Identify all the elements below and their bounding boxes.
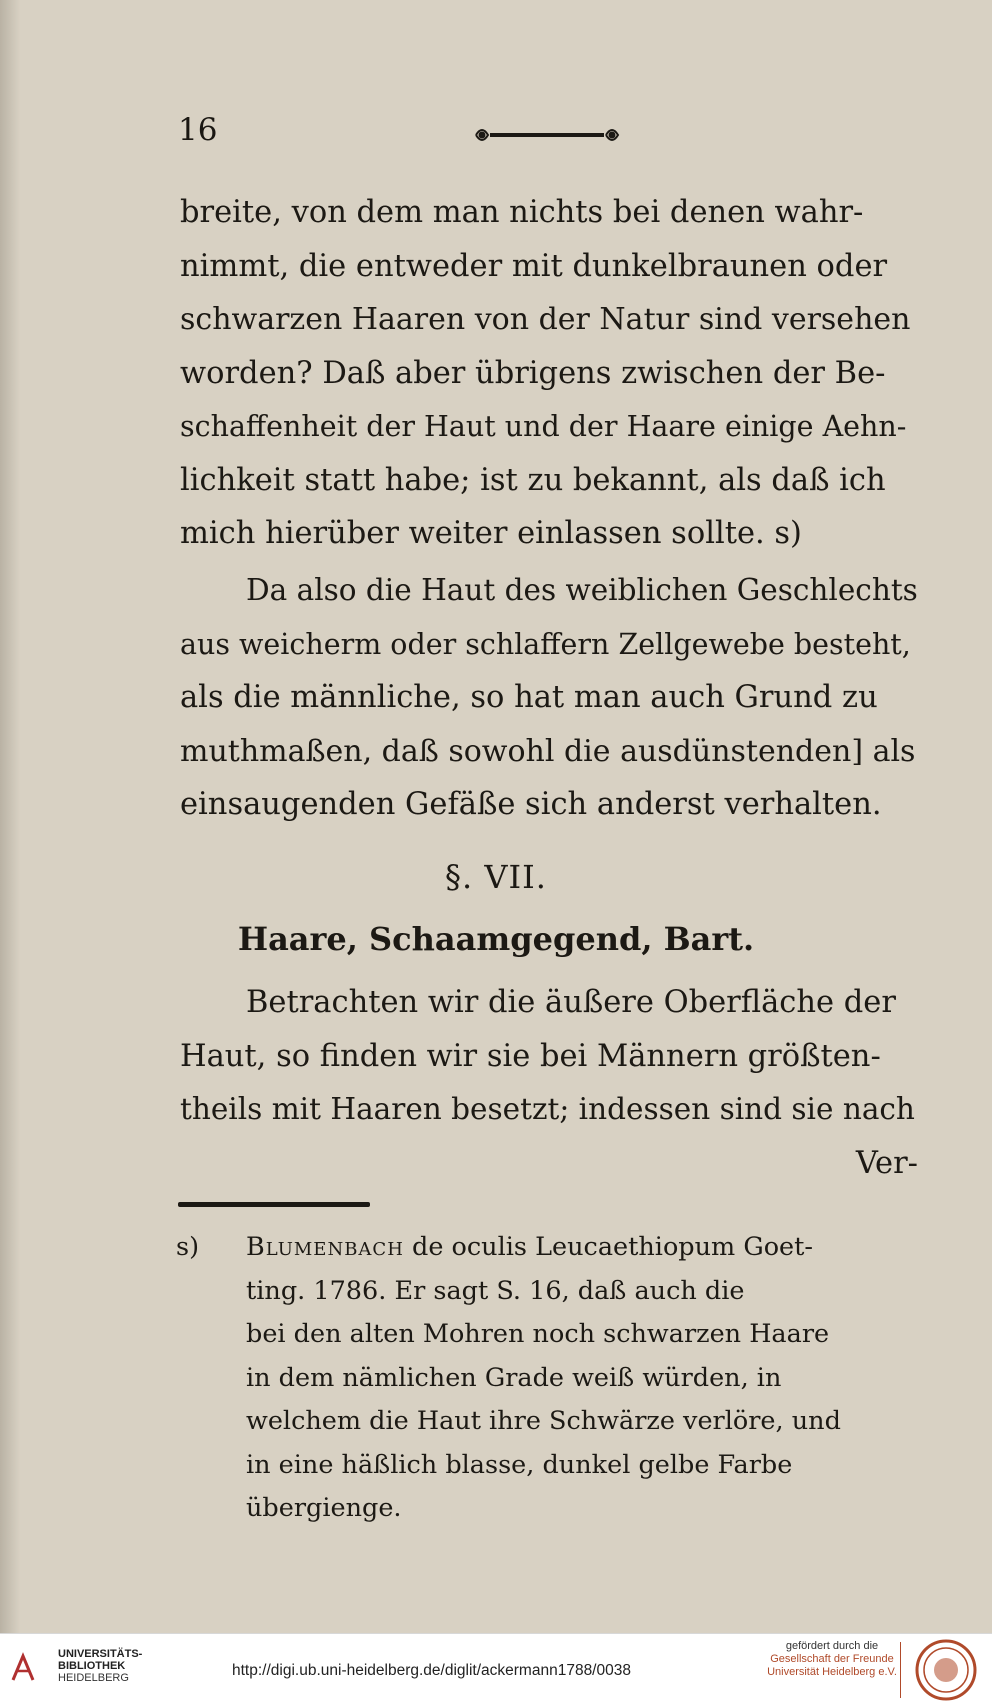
- ornament-dash-icon: [472, 120, 622, 150]
- text-line: theils mit Haaren besetzt; indessen sind sie nach: [180, 1092, 915, 1126]
- footnote-mark: s): [176, 1232, 200, 1262]
- text-line: aus weicherm oder schlaffern Zellgewebe besteht,: [180, 627, 911, 661]
- text-line: breite, von dem man nichts bei denen wahr-: [180, 195, 864, 230]
- paragraph-3: [180, 976, 918, 1190]
- footnote: [176, 1226, 912, 1531]
- footnote-rule: [178, 1202, 370, 1207]
- sponsor-credit: [764, 1640, 900, 1679]
- footnote-line: in eine häßlich blasse, dunkel gelbe Farbe: [246, 1449, 793, 1480]
- text-line: als die männliche, so hat man auch Grund zu: [180, 680, 878, 715]
- section-heading: Haare, Schaamgegend, Bart.: [237, 920, 755, 958]
- library-name-line: UNIVERSITÄTS-: [58, 1648, 143, 1660]
- catchword: Ver-: [855, 1145, 918, 1181]
- text-line: schwarzen Haaren von der Natur sind versehen: [180, 302, 911, 337]
- text-line: Haut, so finden wir sie bei Männern größten-: [180, 1038, 881, 1074]
- text-line: nimmt, die entweder mit dunkelbraunen oder: [180, 248, 888, 284]
- permalink-url[interactable]: http://digi.ub.uni-heidelberg.de/diglit/ackermann1788/0038: [232, 1662, 631, 1679]
- footnote-line: in dem nämlichen Grade weiß würden, in: [246, 1362, 782, 1393]
- text-line: muthmaßen, daß sowohl die ausdünstenden] als: [180, 733, 916, 769]
- university-seal-icon: [914, 1638, 978, 1702]
- footnote-text: de oculis Leucaethiopum Goet-: [412, 1232, 814, 1262]
- viewer-footer: [0, 1633, 992, 1706]
- text-line: schaffenheit der Haut und der Haare einige Aehn-: [180, 410, 907, 443]
- library-logo-icon: [10, 1652, 36, 1682]
- sponsor-name: Universität Heidelberg e.V.: [767, 1666, 897, 1678]
- footnote-line: ting. 1786. Er sagt S. 16, daß auch die: [246, 1275, 745, 1306]
- text-line: mich hierüber weiter einlassen sollte. s): [180, 516, 802, 551]
- library-name-line: BIBLIOTHEK: [58, 1660, 126, 1672]
- sponsor-intro: gefördert durch die: [785, 1640, 879, 1652]
- library-name: [58, 1648, 142, 1684]
- footnote-author: Blumenbach: [246, 1232, 404, 1262]
- section-number: §. VII.: [445, 858, 547, 896]
- text-line: einsaugenden Gefäße sich anderst verhalten.: [180, 787, 882, 822]
- paragraph-1: [180, 186, 918, 561]
- library-name-line: HEIDELBERG: [58, 1672, 129, 1684]
- footnote-line: bei den alten Mohren noch schwarzen Haare: [246, 1319, 830, 1349]
- text-line: Da also die Haut des weiblichen Geschlechts: [246, 573, 918, 607]
- footnote-line: übergienge.: [246, 1493, 402, 1523]
- paragraph-2: [180, 564, 918, 832]
- page-number: 16: [178, 112, 218, 148]
- text-line: worden? Daß aber übrigens zwischen der Be-: [180, 355, 886, 391]
- divider: [900, 1642, 901, 1698]
- footnote-line: welchem die Haut ihre Schwärze verlöre, und: [246, 1406, 841, 1436]
- text-line: Betrachten wir die äußere Oberfläche der: [246, 985, 896, 1020]
- text-line: lichkeit statt habe; ist zu bekannt, als daß ich: [180, 462, 886, 498]
- footnote-line: [176, 1226, 912, 1270]
- sponsor-name: Gesellschaft der Freunde: [770, 1653, 894, 1665]
